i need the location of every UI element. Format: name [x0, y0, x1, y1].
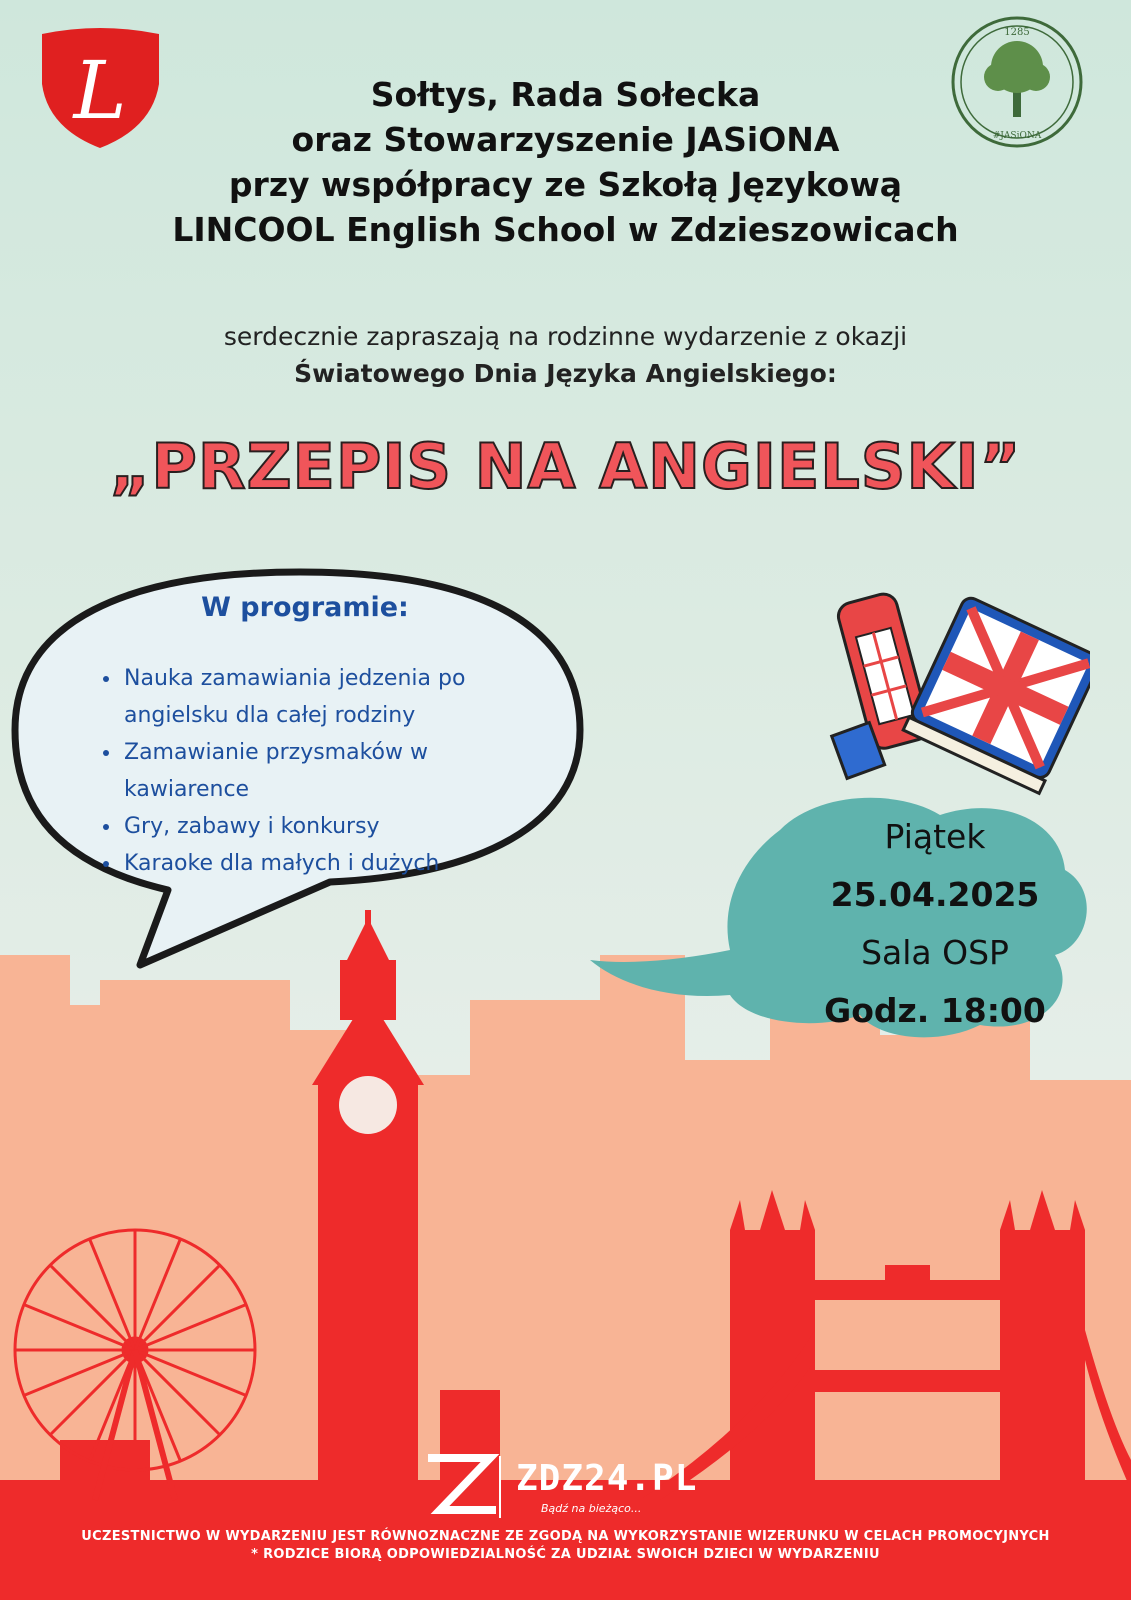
event-day: Piątek	[884, 817, 986, 856]
event-date: 25.04.2025	[830, 875, 1040, 914]
program-item: • Nauka zamawiania jedzenia po angielsku dla całej rodziny	[122, 660, 542, 734]
program-item: • Gry, zabawy i konkursy	[122, 808, 542, 845]
invitation-line-2: Światowego Dnia Języka Angielskiego:	[294, 359, 837, 388]
invitation-line-1: serdecznie zapraszają na rodzinne wydarzenie z okazji	[223, 322, 908, 351]
organizers-heading	[0, 72, 1131, 252]
program-heading: W programie:	[201, 592, 409, 623]
program-list	[100, 660, 542, 882]
organizers-line-1: Sołtys, Rada Sołecka	[370, 75, 761, 114]
footer-line-1: UCZESTNICTWO W WYDARZENIU JEST RÓWNOZNACZNE ZE ZGODĄ NA WYKORZYSTANIE WIZERUNKU W CELACH PROMOCYJNYCH	[81, 1529, 1050, 1544]
program-item: • Karaoke dla małych i dużych	[122, 845, 542, 882]
watermark-site: ZDZ24.PL	[516, 1458, 698, 1499]
event-place: Sala OSP	[861, 933, 1009, 972]
event-info	[780, 808, 1090, 1040]
svg-text:L: L	[73, 44, 127, 137]
footer-line-2: * RODZICE BIORĄ ODPOWIEDZIALNOŚĆ ZA UDZIAŁ SWOICH DZIECI W WYDARZENIU	[251, 1547, 880, 1562]
zdz24-logo-icon	[420, 1452, 505, 1522]
footer-disclaimer	[0, 1528, 1131, 1564]
phone-box-and-book-illustration	[820, 578, 1090, 808]
watermark-tagline: Bądź na bieżąco...	[541, 1502, 642, 1515]
invitation-text	[0, 318, 1131, 392]
event-title: „PRZEPIS NA ANGIELSKI”	[109, 430, 1022, 503]
organizers-line-2: oraz Stowarzyszenie JASiONA	[291, 120, 840, 159]
event-time: Godz. 18:00	[824, 991, 1046, 1030]
program-item: • Zamawianie przysmaków w kawiarence	[122, 734, 542, 808]
svg-text:#JASiONA: #JASiONA	[992, 131, 1042, 141]
organizers-line-3: przy współpracy ze Szkołą Językową	[228, 165, 903, 204]
svg-text:1285: 1285	[1004, 27, 1030, 38]
big-ben-clock-icon	[338, 1075, 398, 1135]
organizers-line-4: LINCOOL English School w Zdzieszowicach	[172, 210, 959, 249]
